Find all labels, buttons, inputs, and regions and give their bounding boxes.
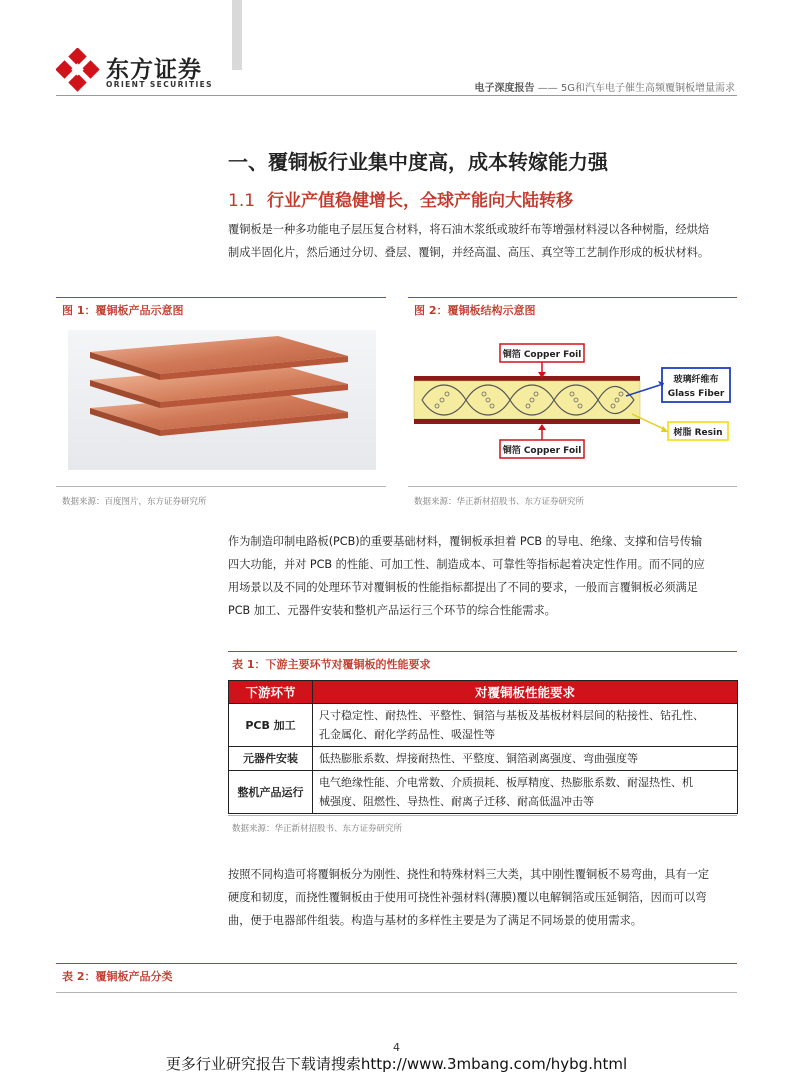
- table2-rule: [56, 992, 737, 993]
- requirements-table: [228, 680, 738, 814]
- table1-source: 数据来源：华正新材招股书、东方证券研究所: [232, 824, 403, 834]
- table-row: [229, 704, 738, 747]
- stage-cell: PCB 加工: [229, 704, 313, 747]
- table2-top-rule: [56, 963, 737, 964]
- label-glass-fiber-cn: 玻璃纤维布: [673, 375, 719, 385]
- subheading-text: 行业产值稳健增长，全球产能向大陆转移: [266, 191, 573, 211]
- figure2-bottom-rule: [408, 486, 737, 487]
- paragraph-line: 四大功能，并对 PCB 的性能、可加工性、制造成本、可靠性等指标起着决定性作用。而不同的应: [228, 558, 705, 571]
- paragraph-line: PCB 加工、元器件安装和整机产品运行三个环节的综合性能需求。: [228, 604, 556, 617]
- cell-line: 尺寸稳定性、耐热性、平整性、铜箔与基板及基板材料层间的粘接性、钻孔性、: [319, 709, 704, 722]
- table2-title: 表 2：覆铜板产品分类: [62, 970, 173, 983]
- logo-text-cn: 东方证券: [106, 57, 202, 83]
- logo-mark-icon: [56, 48, 100, 92]
- figure1-source: 数据来源：百度图片，东方证券研究所: [62, 497, 207, 507]
- copper-clad-laminate-image: [68, 330, 376, 470]
- table1-title: 表 1：下游主要环节对覆铜板的性能要求: [232, 658, 431, 671]
- paragraph-line: 硬度和韧度，而挠性覆铜板由于使用可挠性补强材料(薄膜)覆以电解铜箔或压延铜箔，因而可以弯: [228, 891, 707, 904]
- company-logo: [56, 48, 216, 96]
- cell-line: 械强度、阻燃性、导热性、耐离子迁移、耐高低温冲击等: [319, 795, 594, 808]
- report-subject: 5G和汽车电子催生高频覆铜板增量需求: [560, 83, 735, 94]
- figure2-source: 数据来源：华正新材招股书、东方证券研究所: [414, 497, 585, 507]
- label-glass-fiber-en: Glass Fiber: [667, 389, 725, 399]
- stage-cell: 元器件安装: [229, 747, 313, 771]
- figure1-top-rule: [56, 297, 386, 298]
- paragraph-line: 按照不同构造可将覆铜板分为刚性、挠性和特殊材料三大类，其中刚性覆铜板不易弯曲，具有一定: [228, 868, 710, 881]
- table-row: [229, 771, 738, 814]
- cell-line: 孔金属化、耐化学药品性、吸湿性等: [319, 728, 495, 741]
- requirement-cell: [313, 704, 738, 747]
- bottom-copper-layer: [414, 419, 640, 424]
- column-header-stage: 下游环节: [229, 681, 313, 704]
- section-heading: 一、覆铜板行业集中度高，成本转嫁能力强: [228, 150, 608, 174]
- paragraph-line: 制成半固化片，然后通过分切、叠层、覆铜，并经高温、高压、真空等工艺制作形成的板状材料。: [228, 246, 710, 259]
- intro-paragraph: [228, 218, 738, 264]
- table-header-row: [229, 681, 738, 704]
- cell-line: 低热膨胀系数、焊接耐热性、平整度、铜箔剥离强度、弯曲强度等: [319, 752, 638, 765]
- subheading-number: 1.1: [228, 191, 256, 211]
- column-header-requirements: 对覆铜板性能要求: [313, 681, 738, 704]
- paragraph-line: 覆铜板是一种多功能电子层压复合材料，将石油木浆纸或玻纤布等增强材料浸以各种树脂，经烘焙: [228, 223, 710, 236]
- header-separator: ——: [537, 83, 558, 94]
- table1-top-rule: [228, 651, 737, 652]
- stage-cell: 整机产品运行: [229, 771, 313, 814]
- top-copper-layer: [414, 376, 640, 381]
- page-number: 4: [393, 1041, 400, 1054]
- label-resin: 树脂 Resin: [673, 428, 723, 438]
- section-subheading: [228, 186, 573, 211]
- figure1-title: 图 1：覆铜板产品示意图: [62, 304, 184, 317]
- report-header: [475, 79, 736, 94]
- resin-layer: [414, 381, 640, 419]
- laminate-structure-diagram: [412, 328, 737, 478]
- report-type: 电子深度报告: [474, 83, 535, 94]
- table-row: [229, 747, 738, 771]
- requirement-cell: [313, 747, 738, 771]
- logo-text-en: ORIENT SECURITIES: [106, 80, 213, 89]
- paragraph-line: 用场景以及不同的处理环节对覆铜板的性能指标都提出了不同的要求，一般而言覆铜板必须满足: [228, 581, 698, 594]
- header-divider: [56, 95, 737, 96]
- figure2-title: 图 2：覆铜板结构示意图: [414, 304, 536, 317]
- footer-link-text[interactable]: 更多行业研究报告下载请搜索http://www.3mbang.com/hybg.html: [165, 1055, 628, 1073]
- paragraph-line: 作为制造印制电路板(PCB)的重要基础材料，覆铜板承担着 PCB 的导电、绝缘、支撑和信号传输: [228, 535, 703, 548]
- figure1-bottom-rule: [56, 486, 386, 487]
- requirement-cell: [313, 771, 738, 814]
- pcb-paragraph: [228, 530, 738, 622]
- table1-bottom-rule: [228, 815, 737, 816]
- label-copper-bottom: 铜箔 Copper Foil: [502, 446, 582, 456]
- label-copper-top: 铜箔 Copper Foil: [502, 350, 582, 360]
- header-grey-bar: [232, 0, 242, 70]
- paragraph-line: 曲，便于电器部件组装。构造与基材的多样性主要是为了满足不同场景的使用需求。: [228, 914, 642, 927]
- figure2-top-rule: [408, 297, 737, 298]
- cell-line: 电气绝缘性能、介电常数、介质损耗、板厚精度、热膨胀系数、耐湿热性、机: [319, 776, 693, 789]
- classification-paragraph: [228, 863, 738, 932]
